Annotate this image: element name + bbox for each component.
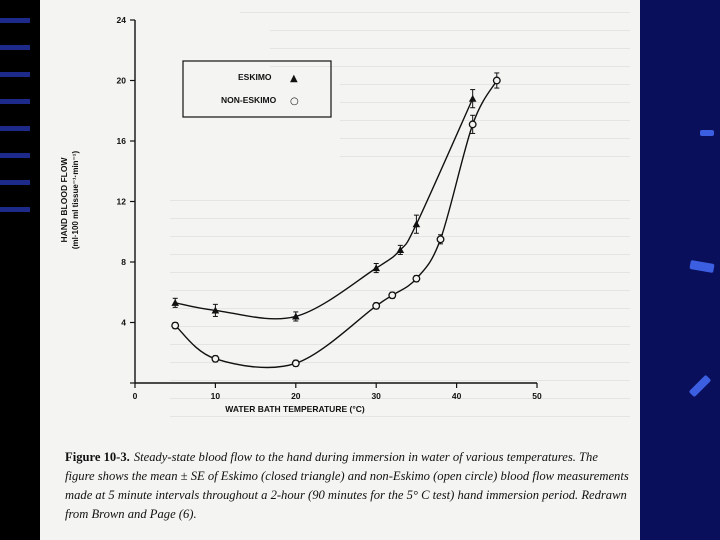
x-tick-label: 20	[291, 391, 301, 401]
y-tick-label: 12	[116, 196, 126, 207]
left-stripe	[0, 45, 30, 50]
legend	[183, 61, 331, 117]
non-eskimo-point	[389, 292, 396, 299]
x-tick-label: 0	[132, 391, 138, 401]
left-stripe	[0, 153, 30, 158]
eskimo-point	[413, 220, 421, 227]
x-tick-label: 10	[210, 391, 221, 401]
y-axis-unit: (ml·100 ml tissue⁻¹·min⁻¹)	[71, 150, 80, 250]
non-eskimo-point	[437, 236, 444, 243]
y-tick-label: 8	[121, 257, 126, 267]
x-tick-label: 30	[371, 391, 381, 401]
eskimo-point	[469, 95, 477, 102]
figure-caption-text: Steady-state blood flow to the hand during immersion in water of various temperatures. The figure shows the mean ± SE of Eskimo (closed triangle) and non-Eskimo (open circle) blood flow measurements made at 5 minute intervals throughout a 2-hour (90 minutes for the 5° C test) hand immersion period. Redrawn from Brown and Page (6).	[65, 450, 629, 521]
left-stripe	[0, 180, 30, 185]
scanned-page	[40, 0, 640, 540]
non-eskimo-point	[172, 322, 179, 329]
non-eskimo-point	[373, 303, 380, 310]
left-dark-band	[0, 0, 40, 540]
non-eskimo-curve	[175, 81, 497, 368]
x-tick-label: 50	[532, 391, 542, 401]
eskimo-point	[372, 264, 380, 271]
non-eskimo-point	[469, 121, 476, 128]
left-stripe	[0, 126, 30, 131]
slide-accent-mark	[700, 130, 714, 136]
y-tick-label: 20	[116, 75, 126, 86]
eskimo-point	[171, 299, 179, 306]
left-stripe	[0, 99, 30, 104]
x-tick-label: 40	[451, 391, 462, 401]
y-tick-label: 16	[116, 136, 126, 146]
non-eskimo-point	[413, 275, 420, 282]
x-axis-ticks	[133, 383, 542, 401]
y-axis-title: HAND BLOOD FLOW	[59, 157, 69, 243]
non-eskimo-point	[494, 77, 501, 84]
figure-caption	[65, 448, 630, 524]
y-axis-title-group	[59, 151, 80, 250]
legend-box	[183, 61, 331, 117]
slide-accent-mark	[689, 375, 712, 398]
y-axis-ticks	[117, 15, 135, 383]
legend-eskimo-symbol: ▲	[290, 73, 298, 84]
legend-non-eskimo-symbol: ○	[290, 96, 299, 107]
left-stripe	[0, 72, 30, 77]
legend-non-eskimo-label: NON-ESKIMO	[221, 95, 277, 105]
legend-eskimo-label: ESKIMO	[238, 72, 272, 82]
non-eskimo-point	[293, 360, 300, 367]
left-stripe	[0, 207, 30, 212]
eskimo-curve	[175, 99, 473, 319]
x-axis-title: WATER BATH TEMPERATURE (°C)	[225, 404, 365, 414]
y-tick-label: 24	[116, 15, 126, 25]
left-stripe	[0, 18, 30, 23]
figure-label: Figure 10-3.	[65, 450, 130, 464]
slide-accent-mark	[689, 260, 714, 273]
y-tick-label: 4	[121, 317, 126, 328]
non-eskimo-point	[212, 356, 219, 363]
